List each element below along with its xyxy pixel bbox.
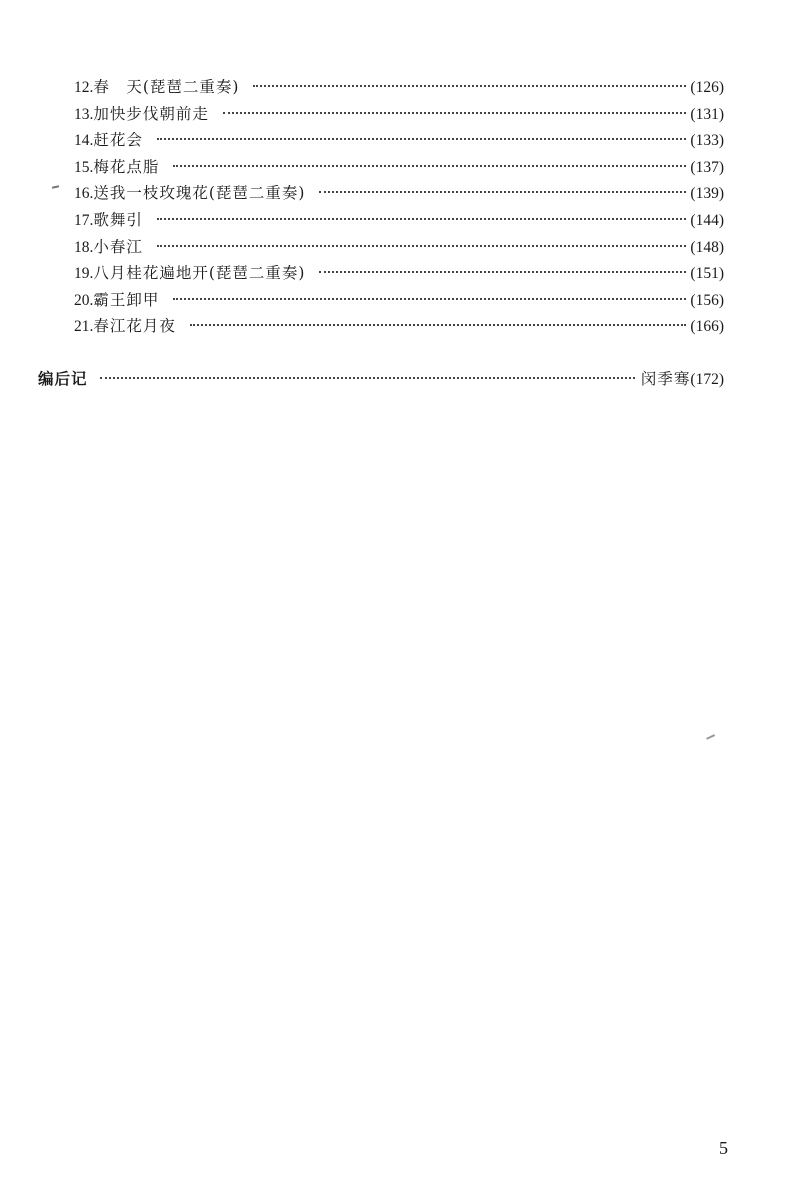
toc-entry-page: (148) bbox=[690, 238, 724, 256]
scan-mark bbox=[52, 185, 59, 188]
dot-leader bbox=[190, 324, 687, 326]
afterword-title: 编后记 bbox=[38, 370, 88, 388]
toc-entry-page: (131) bbox=[690, 105, 724, 123]
toc-entry-title: 送我一枝玫瑰花(琵琶二重奏) bbox=[93, 184, 306, 203]
toc-entry-title: 梅花点脂 bbox=[93, 157, 160, 176]
dot-leader bbox=[100, 377, 635, 379]
toc-entry-title: 春 天(琵琶二重奏) bbox=[93, 78, 240, 96]
toc-entry[interactable] bbox=[74, 287, 724, 314]
toc-entry-page: (133) bbox=[690, 132, 724, 150]
toc-entry-title: 霸王卸甲 bbox=[93, 290, 160, 309]
toc-entry-title: 春江花月夜 bbox=[93, 317, 176, 336]
afterword-entry[interactable] bbox=[38, 366, 724, 393]
toc-entry-title: 赶花会 bbox=[93, 131, 143, 150]
toc-entry[interactable] bbox=[74, 207, 724, 234]
dot-leader bbox=[223, 112, 687, 114]
toc-entry-title: 小春江 bbox=[93, 237, 143, 256]
toc-entry-number: 12. bbox=[74, 79, 94, 96]
dot-leader bbox=[157, 218, 687, 220]
page-number: 5 bbox=[719, 1138, 728, 1158]
dot-leader bbox=[157, 138, 687, 140]
toc-entry-page: (151) bbox=[690, 265, 724, 283]
toc-entry-page: (144) bbox=[690, 211, 724, 229]
toc-list bbox=[74, 74, 724, 340]
scan-mark bbox=[706, 734, 715, 739]
dot-leader bbox=[253, 85, 686, 87]
toc-entry[interactable] bbox=[74, 313, 724, 340]
toc-entry-title: 八月桂花遍地开(琵琶二重奏) bbox=[93, 264, 306, 283]
toc-entry-number: 13. bbox=[74, 105, 94, 123]
toc-entry-page: (137) bbox=[690, 158, 724, 176]
toc-entry-number: 16. bbox=[74, 185, 94, 203]
toc-entry-number: 20. bbox=[74, 291, 94, 309]
afterword-author: 闵季骞 bbox=[640, 370, 691, 388]
toc-entry[interactable] bbox=[74, 127, 724, 154]
toc-entry[interactable] bbox=[74, 154, 724, 181]
dot-leader bbox=[319, 191, 686, 193]
afterword-page: (172) bbox=[690, 371, 724, 388]
toc-entry-title: 加快步伐朝前走 bbox=[93, 104, 209, 123]
toc-entry[interactable] bbox=[74, 234, 724, 261]
dot-leader bbox=[173, 298, 686, 300]
dot-leader bbox=[173, 165, 686, 167]
toc-entry-page: (139) bbox=[690, 185, 724, 203]
toc-entry-number: 14. bbox=[74, 132, 94, 150]
toc-entry-number: 21. bbox=[74, 318, 94, 336]
dot-leader bbox=[319, 271, 686, 273]
toc-entry[interactable] bbox=[74, 101, 724, 128]
toc-entry-page: (166) bbox=[690, 318, 724, 336]
toc-entry-number: 17. bbox=[74, 211, 94, 229]
toc-entry[interactable] bbox=[74, 180, 724, 207]
dot-leader bbox=[157, 245, 687, 247]
toc-entry-number: 19. bbox=[74, 265, 94, 283]
toc-entry-page: (126) bbox=[690, 79, 724, 96]
toc-entry-number: 18. bbox=[74, 238, 94, 256]
toc-entry[interactable] bbox=[74, 260, 724, 287]
toc-entry-title: 歌舞引 bbox=[93, 210, 143, 229]
toc-entry-page: (156) bbox=[690, 291, 724, 309]
toc-entry[interactable] bbox=[74, 74, 724, 101]
toc-entry-number: 15. bbox=[74, 158, 94, 176]
